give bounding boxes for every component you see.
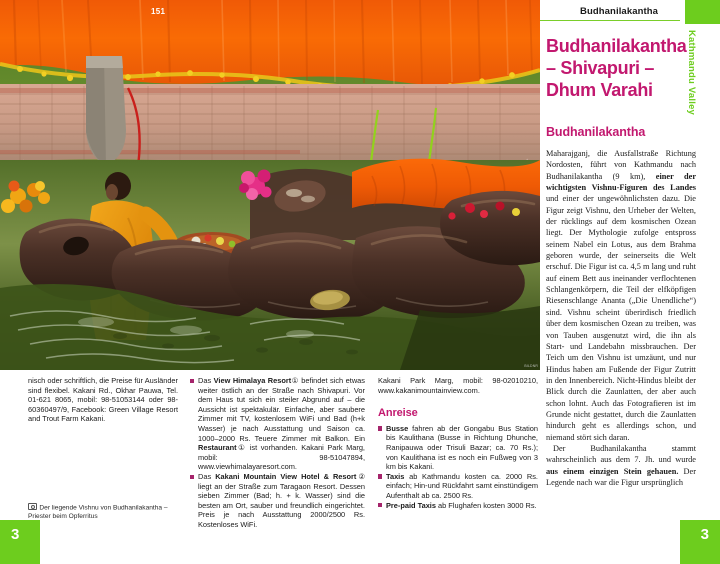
section-heading: Budhanilakantha [546,125,646,139]
bullet3-text: ab Flughafen kosten 3000 Rs. [435,500,537,510]
col2-item2-lead: Das [198,471,216,481]
col2-item2-marker: ② [356,471,365,481]
bullet1-text: fahren ab der Gongabu Bus Station bis Kaulithana (Busse in Richtung Dhunche, Ranipauwa oder Trisuli Bazar; ca. 70 Rs.); von Kaulithana ist es noch ein Fußweg von 3 km bis Kakani. [386,423,538,472]
header-rule [540,20,680,21]
col2-item2-name: Kakani Mountain View Hotel & Resort [215,471,357,481]
photo-budhanilakantha-vishnu [0,0,540,370]
col2-item1-marker: ① [291,376,299,385]
col2-item1-name2: Restaurant [198,443,237,453]
bullet3-label: Pre-paid Taxis [386,500,436,510]
main-body-text [546,148,696,488]
chapter-tab-left [0,520,40,564]
col2-item2-rest: liegt an der Straße zum Taragaon Resort. Dessen sieben Zimmer (Bad; h. + k. Wasser) sind die besten am Ort, sauber und freundlich eingerichtet. Preis je nach Ausstattung 2000/2500 Rs. Kostenloses WiFi. [198,481,365,529]
col2-item1-rest2: ist vorhanden. Kakani Park Marg, mobil: 98-51047894, www.viewhimalayaresort.com. [198,443,365,472]
page-number: 151 [151,7,166,16]
chapter-side-tab: Kathmandu Valley [686,30,697,116]
chapter-tab-right [680,520,720,564]
page-number-box [685,0,720,24]
col2-item1-marker2: ① [236,443,247,453]
chapter-tab-left-number: 3 [11,526,20,543]
chapter-tab-right-number: 3 [700,526,709,543]
body-p1-bold: einer der wichtigsten Vishnu-Figuren des Landes [546,171,696,193]
body-p1-a: Maharajganj, die Ausfallstraße Richtung Nordosten, führt von Kathmandu nach Budhanilakantha (9 km), [546,149,696,181]
listing-view-himalaya-resort [190,376,365,472]
photo-credit: BILDNR [524,364,538,368]
page-title-line3: Dhum Varahi [546,79,653,100]
col2-item1-lead: Das [198,376,214,385]
column-2 [190,376,365,530]
bullet1-label: Busse [386,423,409,433]
listing-kakani-mountain-view [190,472,365,530]
anreise-bullet-taxis [378,472,538,501]
body-paragraph-2 [546,443,696,488]
col3-continuation: Kakani Park Marg, mobil: 98-02010210, www.kakanimountainview.com. [378,376,538,395]
page-title [546,36,696,102]
body-p2-a: Der Budhanilakantha stammt wahrscheinlich aus dem 7. Jh. und wurde [546,443,696,465]
page-title-line2: – Shivapuri – [546,57,655,78]
anreise-bullet-busse [378,424,538,472]
body-p1-c: und einer der ungewöhnlichsten dazu. Die Figur zeigt Vishnu, den Urheber der Welten, der rücklings auf dem kosmischen Ozean liegt. Der Mythologie zufolge entspross seinem Nabel ein Lotus, aus dem Brahma geboren wurde, der seinerseits die Welt erschuf. Die Figur ist ca. 4,5 m lang und ruht auf einem Bett aus ineinander verflochtenen Schlangenkörpern, die Teil der elfköpfigen Riesenschlange Ananta („Die Unendliche“) sind. Vishnu scheint überirdisch friedlich über dem kosmischen Ozean zu treiben, was von Tauben ausgenutzt wird, die ihn als Start- und Landebahn missbrauchen. Der Teich um den Vishnu ist umzäunt, und nur Hindus haben am Fußende der Figur Zutritt in den Innenbereich. Nicht-Hindus bleibt der Blick durch die Zaunlatten, der aber auch schon lohnt. Auch das Fotografieren ist im Grunde nicht gestattet, durch die Zaunlatten hindurch geht es allerdings schon, und niemand stört sich daran. [546,194,696,442]
body-paragraph-1 [546,148,696,443]
bullet2-text: ab Kathmandu kosten ca. 2000 Rs. einfach; Hin-und Rückfahrt samt einstündigem Aufenthalt ab ca. 2500 Rs. [386,471,538,500]
photo-caption-text: Der liegende Vishnu von Budhanilakantha – Priester beim Opferritus [28,504,168,520]
col2-item1-name: View Himalaya Resort [213,376,292,385]
column-3 [378,376,538,510]
col2-item1-rest: befindet sich etwas weiter östlich an der Straße nach Shivapuri. Vor dem Haus tut sich ein steiler Abgrund auf – die Aussicht ist spektakulär. Einfache, aber saubere Zimmer mit TV, kostenlosem WiFi und Bad (h+k Wasser) je nach Ausstattung und Saison ca. 1000–2000 Rs. Teuere Zimmer mit Balkon. Ein [198,376,365,443]
body-p2-c: Der Legende nach war die Figur ursprünglich [546,466,696,487]
lower-text-area [0,376,540,564]
page-title-line1: Budhanilakantha [546,36,687,56]
bullet2-label: Taxis [386,471,405,481]
column-1 [28,376,178,424]
body-p2-bold: aus einem einzigen Stein gehauen. [546,466,679,476]
anreise-bullet-prepaid-taxis [378,501,538,511]
col1-continuation: nisch oder schriftlich, die Preise für Ausländer sind flexibel. Kakani Rd., Okhar Pauwa, Tel. 01-621 8065, mobil: 98-51053144 oder 98-60360497/9, Facebook: Green Village Resort and Trout Farm Kakani. [28,376,178,424]
header-running-title: Budhanilakantha [580,6,659,17]
anreise-heading: Anreise [378,407,418,420]
